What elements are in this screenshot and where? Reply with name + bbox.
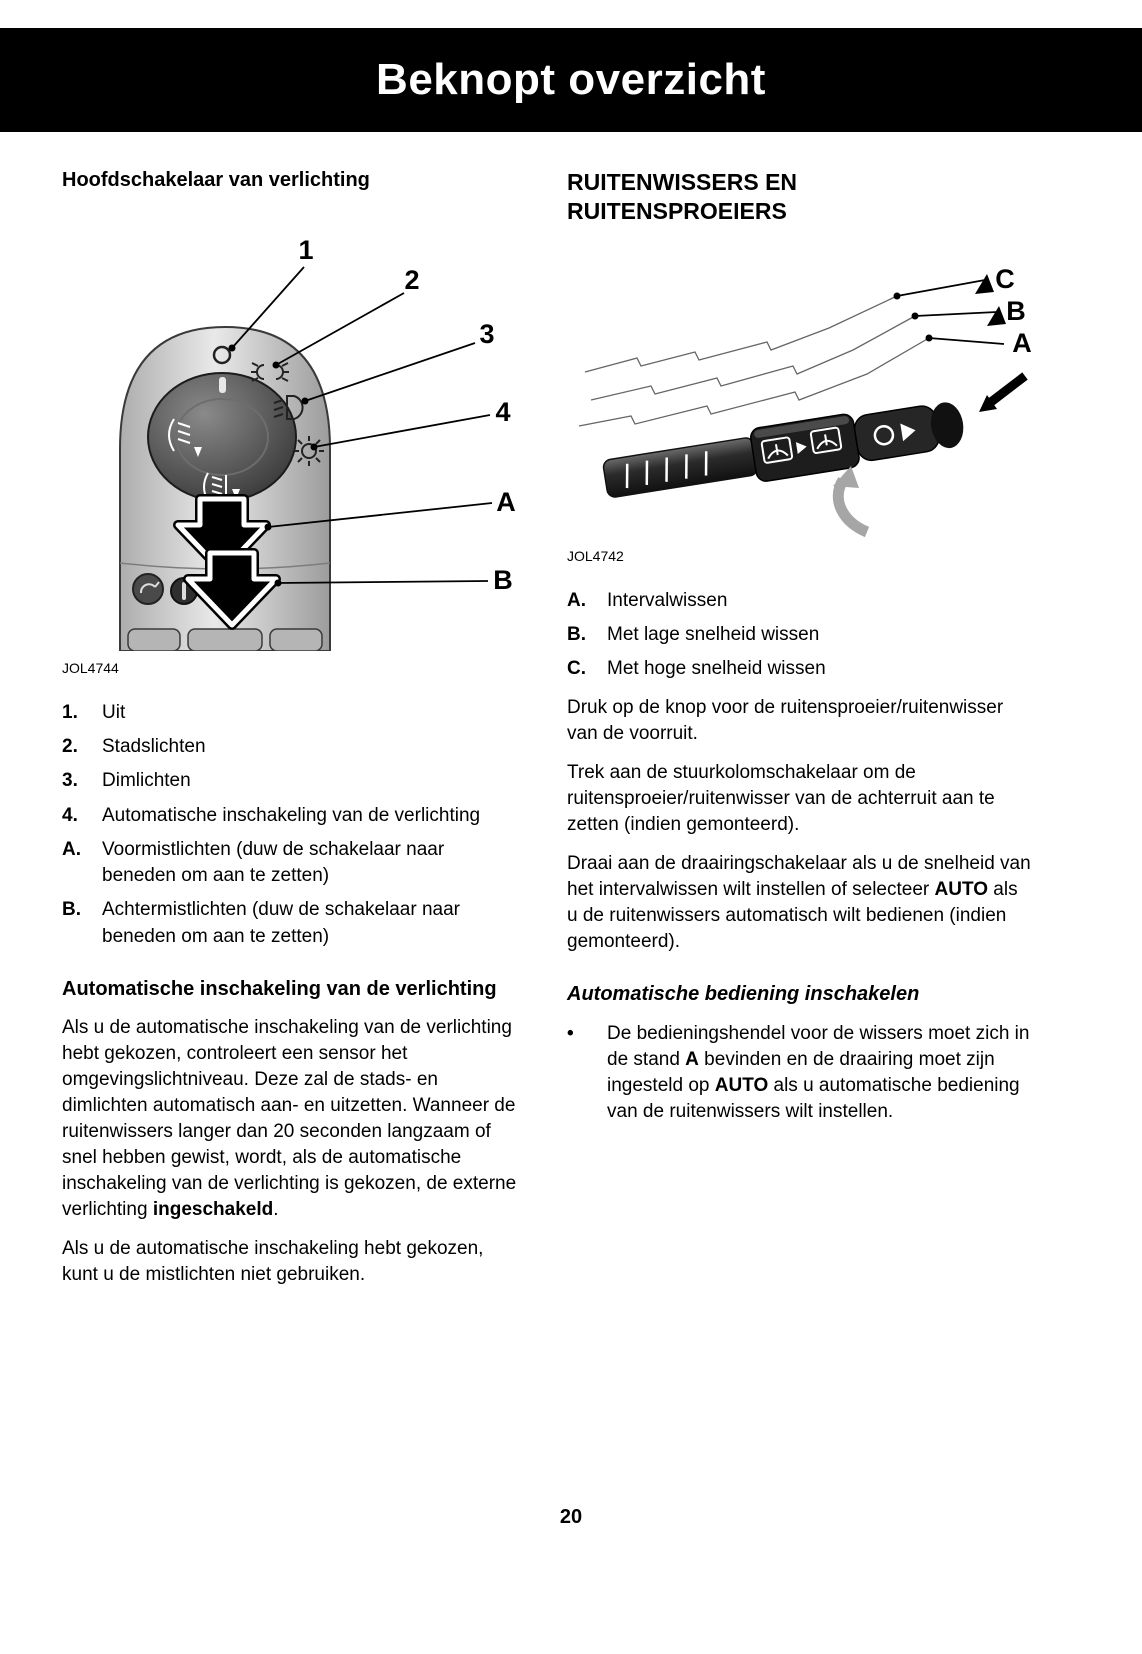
wiper-stalk-figure [567,254,1032,539]
item-text: Automatische inschakeling van de verlichting [102,804,481,826]
paragraph-text: . [273,1198,279,1220]
item-text: Uit [102,702,126,723]
list-item [62,734,522,760]
list-item [62,803,522,829]
item-text: Intervalwissen [607,589,728,611]
callout-label: 1 [298,235,314,265]
column-shroud-sketch [579,296,929,426]
bullet-item [567,1021,1032,1125]
callout-dots [894,292,933,341]
list-item [567,622,1032,648]
list-item [62,837,522,889]
paragraph [567,851,1032,955]
stalk-up-arrow-icon [975,274,994,294]
bullet-text [607,1021,1032,1125]
paragraph [62,1015,522,1223]
page-header-band [0,28,1142,132]
figure-caption: JOL4744 [62,660,119,676]
paragraph-bold-text: ingeschakeld [152,1198,274,1220]
callout-label: B [493,565,513,595]
list-item [62,768,522,794]
item-label: 3. [62,770,78,792]
paragraph-bold-text: AUTO [714,1075,769,1097]
light-switch-knob [148,373,296,501]
vent-slot [270,629,322,651]
item-label: A. [62,838,81,860]
list-item [567,588,1032,614]
right-subheading: Automatische bediening inschakelen [567,983,920,1006]
item-label: 1. [62,702,78,723]
item-label: B. [62,899,81,921]
item-label: 2. [62,736,78,758]
paragraph: Trek aan de stuurkolomschakelaar om de ruitensproeier/ruitenwisser van de achterruit aan te zetten (indien gemonteerd). [567,762,995,836]
paragraph-bold-text: AUTO [934,879,988,901]
item-text: Voormistlichten (duw de schakelaar naar beneden om aan te zetten) [102,838,445,887]
wiper-stalk-figure-block [567,254,1032,564]
item-text: Stadslichten [102,736,206,758]
paragraph-text: Draai aan de draairingschakelaar als u de snelheid van het intervalwissen wilt instellen of selecteer [567,853,1031,901]
callout-label: A [496,487,516,517]
stalk-up-arrow-icon [987,306,1006,326]
paragraph-text: bevinden en de draairing moet zijn ingesteld op [607,1049,995,1097]
left-column [62,168,522,1288]
rotate-ring-arrow [833,466,867,532]
bullet-marker: • [567,1023,574,1045]
left-section-heading: Hoofdschakelaar van verlichting [62,169,370,191]
right-column [567,168,1032,1288]
item-text: Dimlichten [102,770,191,792]
content-columns [62,168,1032,1288]
paragraph-text: als u automatische bediening van de ruitenwissers wilt instellen. [607,1075,1020,1123]
item-label: A. [567,589,586,611]
callout-label: B [1006,295,1026,326]
left-subheading: Automatische inschakeling van de verlichting [62,977,497,1000]
panel-dimmer-dial [133,574,163,604]
list-item [62,700,522,726]
item-label: C. [567,657,586,679]
vent-slot [128,629,180,651]
paragraph-text: Als u de automatische inschakeling van de verlichting hebt gekozen, controleert een sensor het omgevingslichtniveau. Deze zal de stads- en dimlichten automatisch aan- en uitzetten. Wanneer de ruitenwissers langer dan 20 seconden langzaam of snel hebben gewist, wordt, als de automatische inschakeling van de verlichting is gekozen, de externe verlichting [62,1016,517,1220]
item-text: Met lage snelheid wissen [607,623,820,645]
paragraph-text: als u de ruitenwissers automatisch wilt bedienen (indien gemonteerd). [567,879,1018,953]
callout-label: 4 [495,397,511,427]
callout-label: 3 [479,319,495,349]
page-number: 20 [559,1506,583,1528]
wiper-stalk [601,396,967,506]
wiper-legend [567,588,1032,683]
light-switch-legend [62,700,522,950]
list-item [62,897,522,949]
callout-label: 2 [404,265,420,295]
item-text: Achtermistlichten (duw de schakelaar naar beneden om aan te zetten) [102,899,461,947]
list-item [567,656,1032,682]
paragraph-bold-text: A [685,1049,699,1071]
paragraph: Als u de automatische inschakeling hebt gekozen, kunt u de mistlichten niet gebruiken. [62,1237,484,1285]
figure-caption: JOL4742 [567,547,624,564]
page-title: Beknopt overzicht [376,55,766,104]
right-section-heading: RUITENWISSERS EN RUITENSPROEIERS [567,169,798,224]
item-text: Met hoge snelheid wissen [607,657,826,679]
stalk-outer-section [853,404,941,462]
item-label: 4. [62,804,78,826]
light-switch-figure [62,231,524,651]
callout-label: C [995,263,1015,294]
paragraph: Druk op de knop voor de ruitensproeier/ruitenwisser van de voorruit. [567,697,1004,745]
stalk-push-arrow [979,376,1025,412]
paragraph-text: De bedieningshendel voor de wissers moet zich in de stand [607,1023,1030,1071]
light-switch-figure-block [62,231,522,676]
item-label: B. [567,623,586,645]
vent-slot [188,629,262,651]
callout-label: A [1012,327,1032,358]
